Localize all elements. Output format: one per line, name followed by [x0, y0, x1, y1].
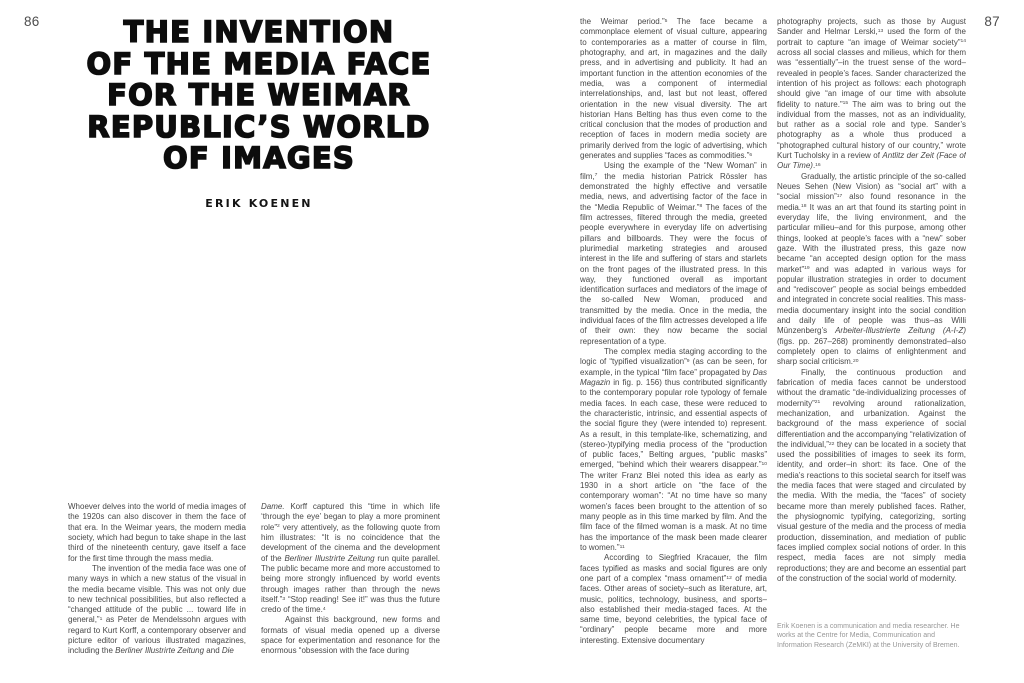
page-number-left: 86 — [24, 14, 40, 29]
paragraph: photography projects, such as those by August Sander and Helmar Lerski,$^{13}$ used the form of the portrait to capture “an image of Weimar society”$^{14}$ across all social classes and milieus, which for them was “essentially”–in the truest sense of the word–revealed in people’s faces. Sander characterized the intention of his project as follows: each photograph should give “an image of our time with absolute fidelity to nature.”$^{15}$ The aim was to bring out the individual from the masses, not as an individuality, but rather as a social role and type. Sander’s photography as a whole thus produced a “photographed cultural history of our country,” wrote Kurt Tucholsky in a review of Antlitz der Zeit (Face of Our Time).$^{16}$ — [777, 17, 966, 171]
paragraph: The invention of the media face was one of many ways in which a new status of the visual in the media became visible. This was not only due to new technical possibilities, but also reflected a “changed attitude of the public ... toward life in general,”$^1$ as Peter de Mendelssohn argues with regard to Kurt Korff, a contemporary observer and picture editor of various illustrated magazines, including the Berliner Illustrirte Zeitung and Die — [68, 563, 246, 656]
text-column-right-1 — [580, 17, 767, 646]
title-line-3: FOR THE WEIMAR — [107, 78, 411, 112]
paragraph: Using the example of the “New Woman” in film,$^7$ the media historian Patrick Rössler has demonstrated the highly effective and versatile media, news, and advertising factor of the face in the “Media Republic of Weimar.”$^8$ The faces of the film actresses, filtered through the media, greeted people everywhere in everyday life on advertising pillars and billboards. They were the focus of plurimedial marketing strategies and aroused interest in the life and suffering of stars and starlets on the front pages of the illustrated press. In this way, they functioned overall as important identification surfaces and mediators of the image of the so-called New Woman, produced and transmitted by the media. Once in the media, the individual faces of the film actresses developed a life of their own: they now became the social representation of a type. — [580, 161, 767, 346]
text-column-left-1 — [68, 502, 246, 657]
paragraph: Whoever delves into the world of media images of the 1920s can also discover in them the face of that era. In the Weimar years, the modern media society, which had begun to take shape in the last third of the nineteenth century, gave itself a face for the first time through the mass media. — [68, 502, 246, 563]
paragraph: Gradually, the artistic principle of the so-called Neues Sehen (New Vision) as “social art” with a “social mission”$^{17}$ also found resonance in the media.$^{18}$ It was an art that found its starting point in everyday life, the living environment, and the particular milieu–and for this purpose, among other things, looked at people’s faces with a “new” sober gaze. With the illustrated press, this gaze now became “an accepted design option for the mass market”$^{19}$ and was adapted in various ways for popular illustration strategies in order to document and “rediscover” people as social beings embedded and integrated in concrete social realities. This mass-media documentary insight into the social condition and daily life of people was thus–as Willi Münzenberg’s Arbeiter-Illustrierte Zeitung (A-I-Z) (figs. pp. 267–268) prominently demonstrated–also completely open to claims of enlightenment and sharp social criticism.$^{20}$ — [777, 171, 966, 367]
paragraph: Dame. Korff captured this “time in which life ‘through the eye’ began to play a more prominent role”$^2$ very attentively, as the following quote from him illustrates: “It is no coincidence that the development of the cinema and the development of the Berliner Illustrirte Zeitung run quite parallel. The public became more and more accustomed to being more strongly influenced by world events through images rather than through the news itself.”$^3$ “Stop reading! See it!” was thus the future credo of the time.$^4$ — [261, 502, 441, 615]
paragraph: Finally, the continuous production and fabrication of media faces cannot be understood without the dramatic “de-individualizing processes of modernity”$^{21}$ revolving around rationalization, mechanization, and urbanization. Against the background of the mass experience of social differentiation and the accompanying “relativization of the individual,”$^{22}$ they can be located in a society that used the possibilities of images to seek its form, identity, and order–in short: its face. One of the media’s reactions to this societal search for itself was the media faces that were staged and circulated by the media. With the media, the “faces” of society became more than merely published faces. Rather, the physiognomic typifying, categorizing, sorting visual gesture of the media and the process of media production, dissemination, and mediation of public faces implied complex social notions of order. In this respect, media faces are not simply media reproductions; they are and become an essential part of the construction of the social world of modernity. — [777, 367, 966, 583]
paragraph: According to Siegfried Kracauer, the film faces typified as masks and social figures are only one part of a complex “mass ornament”$^{12}$ of media faces. Other areas of society–such as literature, art, music, politics, technology, business, and sports–also established their media-staged faces. At the same time, beyond celebrities, the typical face of “ordinary” people became more and more interesting. Extensive documentary — [580, 553, 768, 645]
title-line-4: REPUBLIC’S WORLD — [87, 109, 431, 144]
paragraph: the Weimar period.”$^5$ The face became a commonplace element of visual culture, appearing to contemporaries as a matter of course in film, photography, and art, in magazines and the daily press, and in advertising and publicity. It had an important function in the attention economies of the media, was a component of intermedial interrelationships, and, last but not least, offered orientation in the new visual diversity. The art historian Hans Belting has thus even come to the critical conclusion that the modes of production and reception of faces in modern media society are primarily derived from the logic of advertising, which generates and supplies “faces as commodities.”$^6$ — [580, 17, 767, 161]
article-author: ERIK KOENEN — [205, 197, 313, 210]
title-line-1: THE INVENTION — [123, 15, 395, 49]
text-column-left-2 — [261, 502, 440, 657]
title-line-5: OF IMAGES — [163, 141, 355, 175]
author-bio: Erik Koenen is a communication and media researcher. He works at the Centre for Media, Communication and Information Research (ZeMKI) at the University of Bremen. — [777, 623, 960, 649]
paragraph: The complex media staging according to the logic of “typified visualization”$^9$ (as can be seen, for example, in the typical “film face” propagated by Das Magazin in fig. p. 156) thus contributed significantly to the contemporary popular role typology of female media faces. In each case, these were reduced to the characteristic, intrinsic, and essential aspects of the social figure they (were intended to) represent. As a result, in this template-like, schematizing, and (stereo-)typifying media process of the “production of public faces,” Belting argues, “public masks” emerged, “behind which their wearers disappear.”$^{10}$ The writer Franz Blei noted this idea as early as 1930 in a short article on “the face of the contemporary woman”: “At no time have so many women’s faces been brought to the attention of so many people as in this time marked by film. And the film face of the filmed woman is a mask. At no time has the importance of the mask been made clearer to women.”$^{11}$ — [580, 347, 767, 552]
article-title — [48, 17, 470, 175]
text-column-right-2 — [777, 17, 966, 618]
paragraph: Against this background, new forms and formats of visual media opened up a diverse space for experimentation and resonance for the enormous “obsession with the face during — [261, 615, 440, 656]
page-number-right: 87 — [984, 14, 1000, 29]
title-line-2: OF THE MEDIA FACE — [86, 46, 432, 81]
